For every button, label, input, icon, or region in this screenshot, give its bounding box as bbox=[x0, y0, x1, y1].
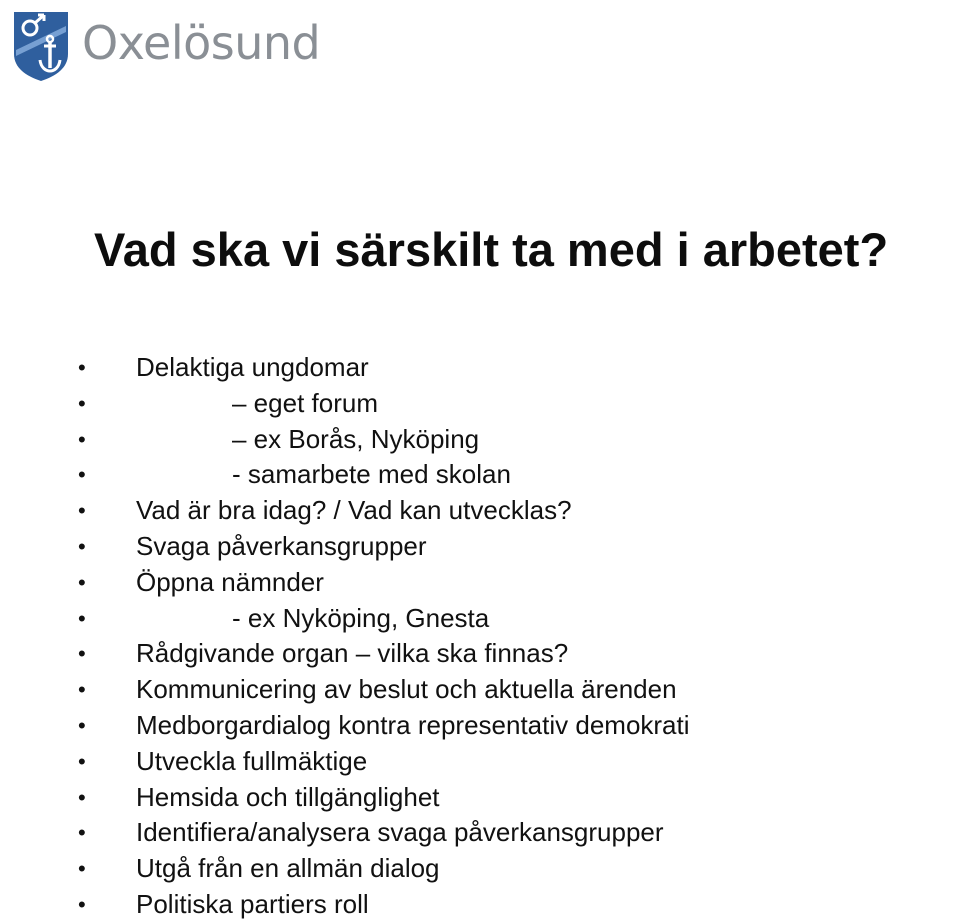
bullet-text: Medborgardialog kontra representativ demokrati bbox=[136, 709, 690, 740]
bullet-text: – ex Borås, Nyköping bbox=[232, 423, 480, 454]
bullet-text: Öppna nämnder bbox=[136, 566, 324, 597]
bullet-text: Identifiera/analysera svaga påverkansgrupper bbox=[136, 817, 664, 848]
bullet-item bbox=[0, 386, 960, 422]
bullet-dot-icon: • bbox=[78, 677, 86, 703]
bullet-dot-icon: • bbox=[78, 641, 86, 667]
bullet-text: - samarbete med skolan bbox=[232, 459, 511, 490]
bullet-text: Hemsida och tillgänglighet bbox=[136, 781, 440, 812]
bullet-dot-icon: • bbox=[78, 784, 86, 810]
slide-title: Vad ska vi särskilt ta med i arbetet? bbox=[94, 223, 889, 276]
bullet-text: Delaktiga ungdomar bbox=[136, 352, 369, 382]
bullet-dot-icon: • bbox=[78, 569, 86, 595]
bullet-item bbox=[0, 780, 960, 816]
bullet-dot-icon: • bbox=[78, 712, 86, 738]
bullet-dot-icon: • bbox=[78, 355, 86, 380]
bullet-item bbox=[0, 457, 960, 493]
logo-wordmark: Oxelösund bbox=[82, 16, 321, 70]
bullet-dot-icon: • bbox=[78, 820, 86, 846]
bullet-dot-icon: • bbox=[78, 390, 86, 416]
bullet-text: – eget forum bbox=[232, 387, 378, 418]
municipality-logo bbox=[12, 10, 320, 82]
bullet-item bbox=[0, 601, 960, 637]
bullet-dot-icon: • bbox=[78, 426, 86, 452]
bullet-item bbox=[0, 636, 960, 672]
coat-of-arms-icon bbox=[12, 10, 70, 82]
bullet-text: Politiska partiers roll bbox=[136, 888, 369, 919]
bullet-item bbox=[0, 422, 960, 458]
bullet-list bbox=[0, 350, 960, 923]
bullet-text: Rådgivande organ – vilka ska finnas? bbox=[136, 638, 569, 669]
bullet-dot-icon: • bbox=[78, 891, 86, 917]
bullet-dot-icon: • bbox=[78, 856, 86, 882]
bullet-item bbox=[0, 565, 960, 601]
bullet-dot-icon: • bbox=[78, 462, 86, 488]
bullet-text: - ex Nyköping, Gnesta bbox=[232, 602, 490, 633]
bullet-item bbox=[0, 672, 960, 708]
bullet-item bbox=[0, 350, 960, 386]
bullet-item bbox=[0, 744, 960, 780]
bullet-dot-icon: • bbox=[78, 533, 86, 559]
bullet-dot-icon: • bbox=[78, 498, 86, 524]
bullet-text: Kommunicering av beslut och aktuella ärenden bbox=[136, 674, 677, 705]
bullet-dot-icon: • bbox=[78, 748, 86, 774]
bullet-item bbox=[0, 529, 960, 565]
bullet-item bbox=[0, 815, 960, 851]
bullet-item bbox=[0, 887, 960, 923]
bullet-item bbox=[0, 493, 960, 529]
bullet-item bbox=[0, 851, 960, 887]
bullet-text: Utgå från en allmän dialog bbox=[136, 853, 440, 884]
bullet-text: Vad är bra idag? / Vad kan utvecklas? bbox=[136, 495, 572, 526]
bullet-text: Utveckla fullmäktige bbox=[136, 745, 368, 776]
bullet-item bbox=[0, 708, 960, 744]
bullet-text: Svaga påverkansgrupper bbox=[136, 530, 427, 561]
bullet-dot-icon: • bbox=[78, 605, 86, 631]
